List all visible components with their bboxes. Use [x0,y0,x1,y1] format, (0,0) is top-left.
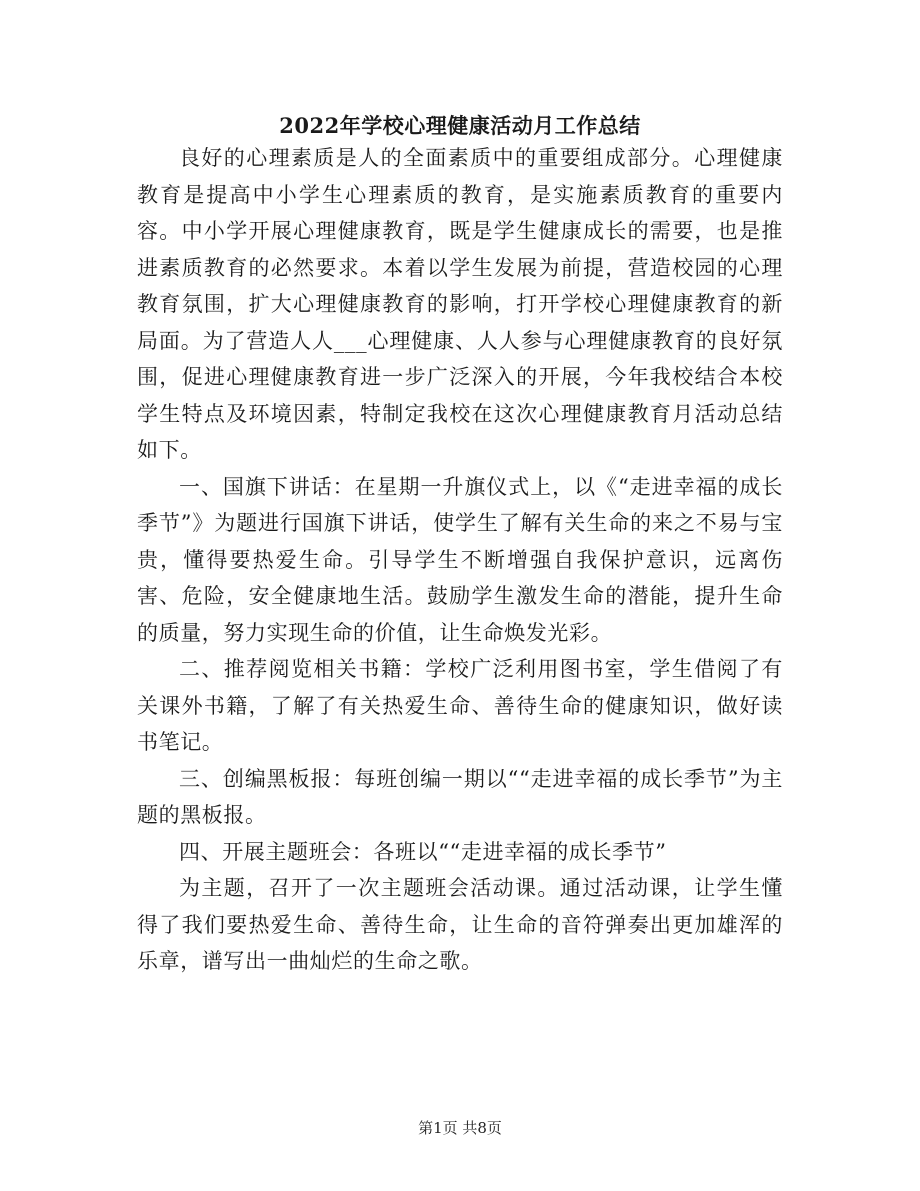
page-number: 第1页 共8页 [418,1119,502,1137]
paragraph-reading: 二、推荐阅览相关书籍：学校广泛利用图书室，学生借阅了有关课外书籍，了解了有关热爱生命、善待生命的健康知识，做好读书笔记。 [137,657,783,754]
document-body [137,140,783,980]
paragraph-intro: 良好的心理素质是人的全面素质中的重要组成部分。心理健康教育是提高中小学生心理素质的教育，是实施素质教育的重要内容。中小学开展心理健康教育，既是学生健康成长的需要，也是推进素质教育的必然要求。本着以学生发展为前提，营造校园的心理教育氛围，扩大心理健康教育的影响，打开学校心理健康教育的新局面。为了营造人人___心理健康、人人参与心理健康教育的良好氛围，促进心理健康教育进一步广泛深入的开展，今年我校结合本校学生特点及环境因素，特制定我校在这次心理健康教育月活动总结如下。 [137,146,783,462]
paragraph-class-meeting-cont: 为主题，召开了一次主题班会活动课。通过活动课，让学生懂得了我们要热爱生命、善待生命，让生命的音符弹奏出更加雄浑的乐章，谱写出一曲灿烂的生命之歌。 [137,876,783,973]
paragraph-class-meeting: 四、开展主题班会：各班以““走进幸福的成长季节” [179,839,667,864]
page-title: 2022年学校心理健康活动月工作总结 [279,113,641,138]
paragraph-blackboard: 三、创编黑板报：每班创编一期以““走进幸福的成长季节”为主题的黑板报。 [137,766,783,827]
paragraph-flag-speech: 一、国旗下讲话：在星期一升旗仪式上，以《“走进幸福的成长季节”》为题进行国旗下讲话，使学生了解有关生命的来之不易与宝贵，懂得要热爱生命。引导学生不断增强自我保护意识，远离伤害、危险，安全健康地生活。鼓励学生激发生命的潜能，提升生命的质量，努力实现生命的价值，让生命焕发光彩。 [137,474,783,645]
